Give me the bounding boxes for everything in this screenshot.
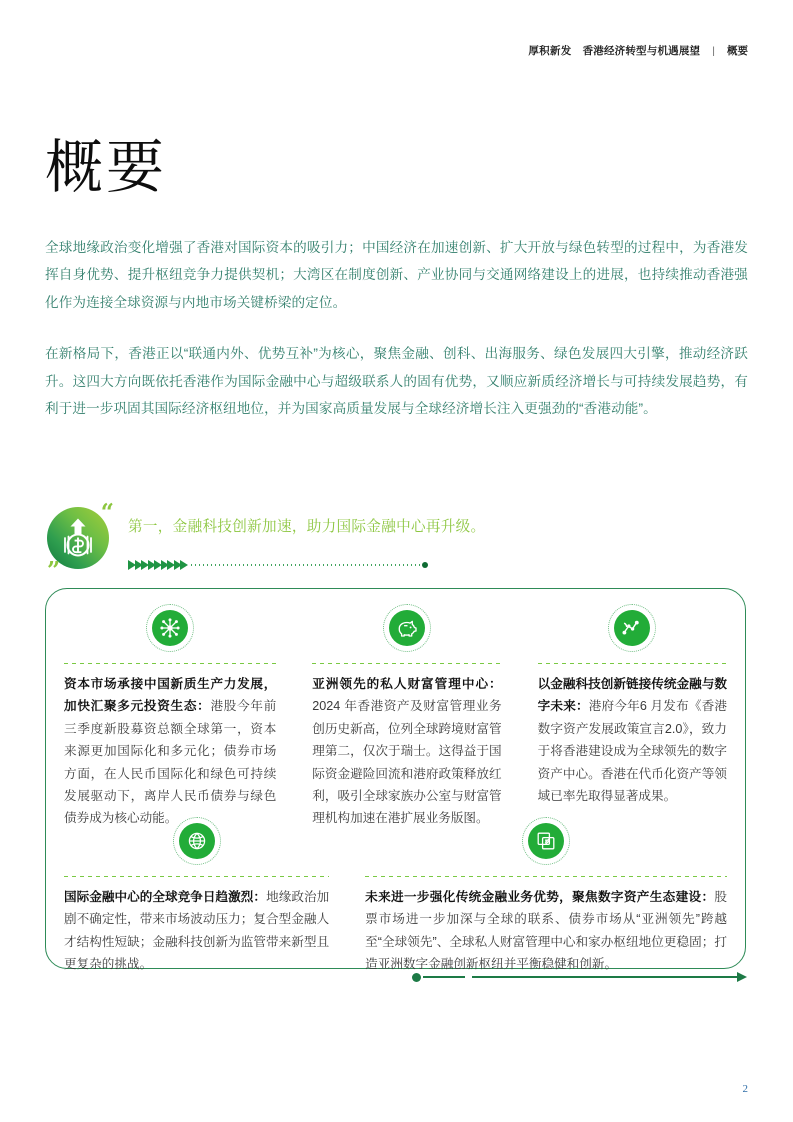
- triangle-icon: [180, 560, 188, 570]
- card-lead: 国际金融中心的全球竞争日趋激烈：: [64, 890, 267, 904]
- header-separator: |: [712, 45, 715, 57]
- piggy-bank-icon: [383, 604, 431, 652]
- dotted-line: [191, 564, 422, 566]
- intro-paragraph-2: 在新格局下，香港正以“联通内外、优势互补”为核心，聚焦金融、创科、出海服务、绿色发展四大引擎，推动经济跃升。这四大方向既依托香港作为国际金融中心与超级联系人的固有优势，又顺应新质经济增长与可持续发展趋势，有利于进一步巩固其国际经济枢纽地位，并为国家高质量发展与全球经济增长注入更强劲的“香港动能”。: [45, 346, 748, 417]
- icon-disc: [528, 823, 564, 859]
- card-detail: 港股今年前三季度新股募资总额全球第一，资本来源更加国际化和多元化；债券市场方面，在人民币国际化和绿色可持续发展驱动下，离岸人民币债券与绿色债券成为核心动能。: [64, 699, 277, 826]
- card-global-competition: [46, 802, 347, 976]
- money-growth-badge-icon: [45, 499, 114, 584]
- line-chart-nodes-icon: [608, 604, 656, 652]
- card-icon-wrap: [312, 589, 501, 663]
- digital-asset-square-icon: [522, 817, 570, 865]
- card-detail: 地缘政治加剧不确定性，带来市场波动压力；复合型金融人才结构性短缺；金融科技创新为监管带来新型且更复杂的挑战。: [64, 890, 330, 972]
- card-fintech-digital: [520, 589, 745, 830]
- header-brand: 厚积新发: [528, 45, 572, 57]
- footer-arrowhead-icon: [737, 972, 747, 982]
- icon-disc: [389, 610, 425, 646]
- card-separator: [64, 876, 329, 877]
- icon-disc: [152, 610, 188, 646]
- icon-disc: [179, 823, 215, 859]
- footer-long-line: [472, 976, 738, 978]
- card-lead: 未来进一步强化传统金融业务优势，聚焦数字资产生态建设：: [365, 890, 715, 904]
- card-body: [64, 886, 329, 976]
- card-detail: 股票市场进一步加深与全球的联系、债券市场从“亚洲领先”跨越至“全球领先”、全球私人财富管理中心和家办枢纽地位更稳固；打造亚洲数字金融创新枢纽并平衡稳健和创新。: [365, 890, 727, 972]
- footer-short-line: [423, 976, 465, 978]
- card-icon-wrap: [365, 802, 727, 876]
- section-heading-block: [45, 499, 748, 584]
- card-lead: 亚洲领先的私人财富管理中心：: [312, 677, 502, 691]
- card-separator: [312, 663, 501, 664]
- card-lead: 以金融科技创新链接传统金融与数字未来：: [537, 677, 727, 714]
- quote-mark-close-icon: ”: [47, 557, 61, 584]
- page-title: 概要: [45, 132, 168, 201]
- card-detail: 港府今年6 月发布《香港数字资产发展政策宣言2.0》，致力于将香港建设成为全球领先的数字资产中心。香港在代币化资产等领域已率先取得显著成果。: [537, 699, 727, 804]
- card-icon-wrap: [64, 589, 276, 663]
- globe-icon: [173, 817, 221, 865]
- card-separator: [365, 876, 727, 877]
- card-capital-market: [46, 589, 294, 830]
- footer-arrow-decoration: [412, 972, 747, 982]
- card-row-top: [46, 589, 745, 830]
- header-document-title: 香港经济转型与机遇展望: [582, 45, 701, 57]
- running-header: [528, 46, 748, 57]
- card-wealth-management: [294, 589, 519, 830]
- intro-section: [45, 234, 748, 447]
- card-body: [365, 886, 727, 976]
- card-row-bottom: [46, 802, 745, 976]
- triangle-group-icon: [128, 560, 187, 570]
- card-body: [538, 673, 727, 807]
- card-icon-wrap: [64, 802, 329, 876]
- card-detail: 2024 年香港资产及财富管理业务创历史新高，位列全球跨境财富管理第二，仅次于瑞士。这得益于国际资金避险回流和港府政策释放红利，吸引全球家族办公室与财富管理机构加速在港扩展业务版图。: [312, 699, 502, 826]
- card-separator: [64, 663, 276, 664]
- quote-mark-open-icon: “: [100, 499, 114, 526]
- card-separator: [538, 663, 727, 664]
- section-arrow-decoration: [128, 560, 428, 570]
- intro-paragraph-1: 全球地缘政治变化增强了香港对国际资本的吸引力；中国经济在加速创新、扩大开放与绿色转型的过程中，为香港发挥自身优势、提升枢纽竞争力提供契机；大湾区在制度创新、产业协同与交通网络建设上的进展，也持续推动香港强化作为连接全球资源与内地市场关键桥梁的定位。: [45, 240, 748, 310]
- card-icon-wrap: [538, 589, 727, 663]
- network-nodes-icon: [146, 604, 194, 652]
- footer-dot-icon: [412, 973, 421, 982]
- card-digital-asset-outlook: [347, 802, 745, 976]
- end-dot-icon: [422, 562, 428, 568]
- header-section-name: 概要: [727, 45, 748, 57]
- page-number: 2: [742, 1083, 748, 1095]
- section-heading-text: 第一，金融科技创新加速，助力国际金融中心再升级。: [128, 519, 486, 535]
- content-card-container: [45, 588, 746, 972]
- card-lead: 资本市场承接中国新质生产力发展，加快汇聚多元投资生态：: [64, 677, 277, 714]
